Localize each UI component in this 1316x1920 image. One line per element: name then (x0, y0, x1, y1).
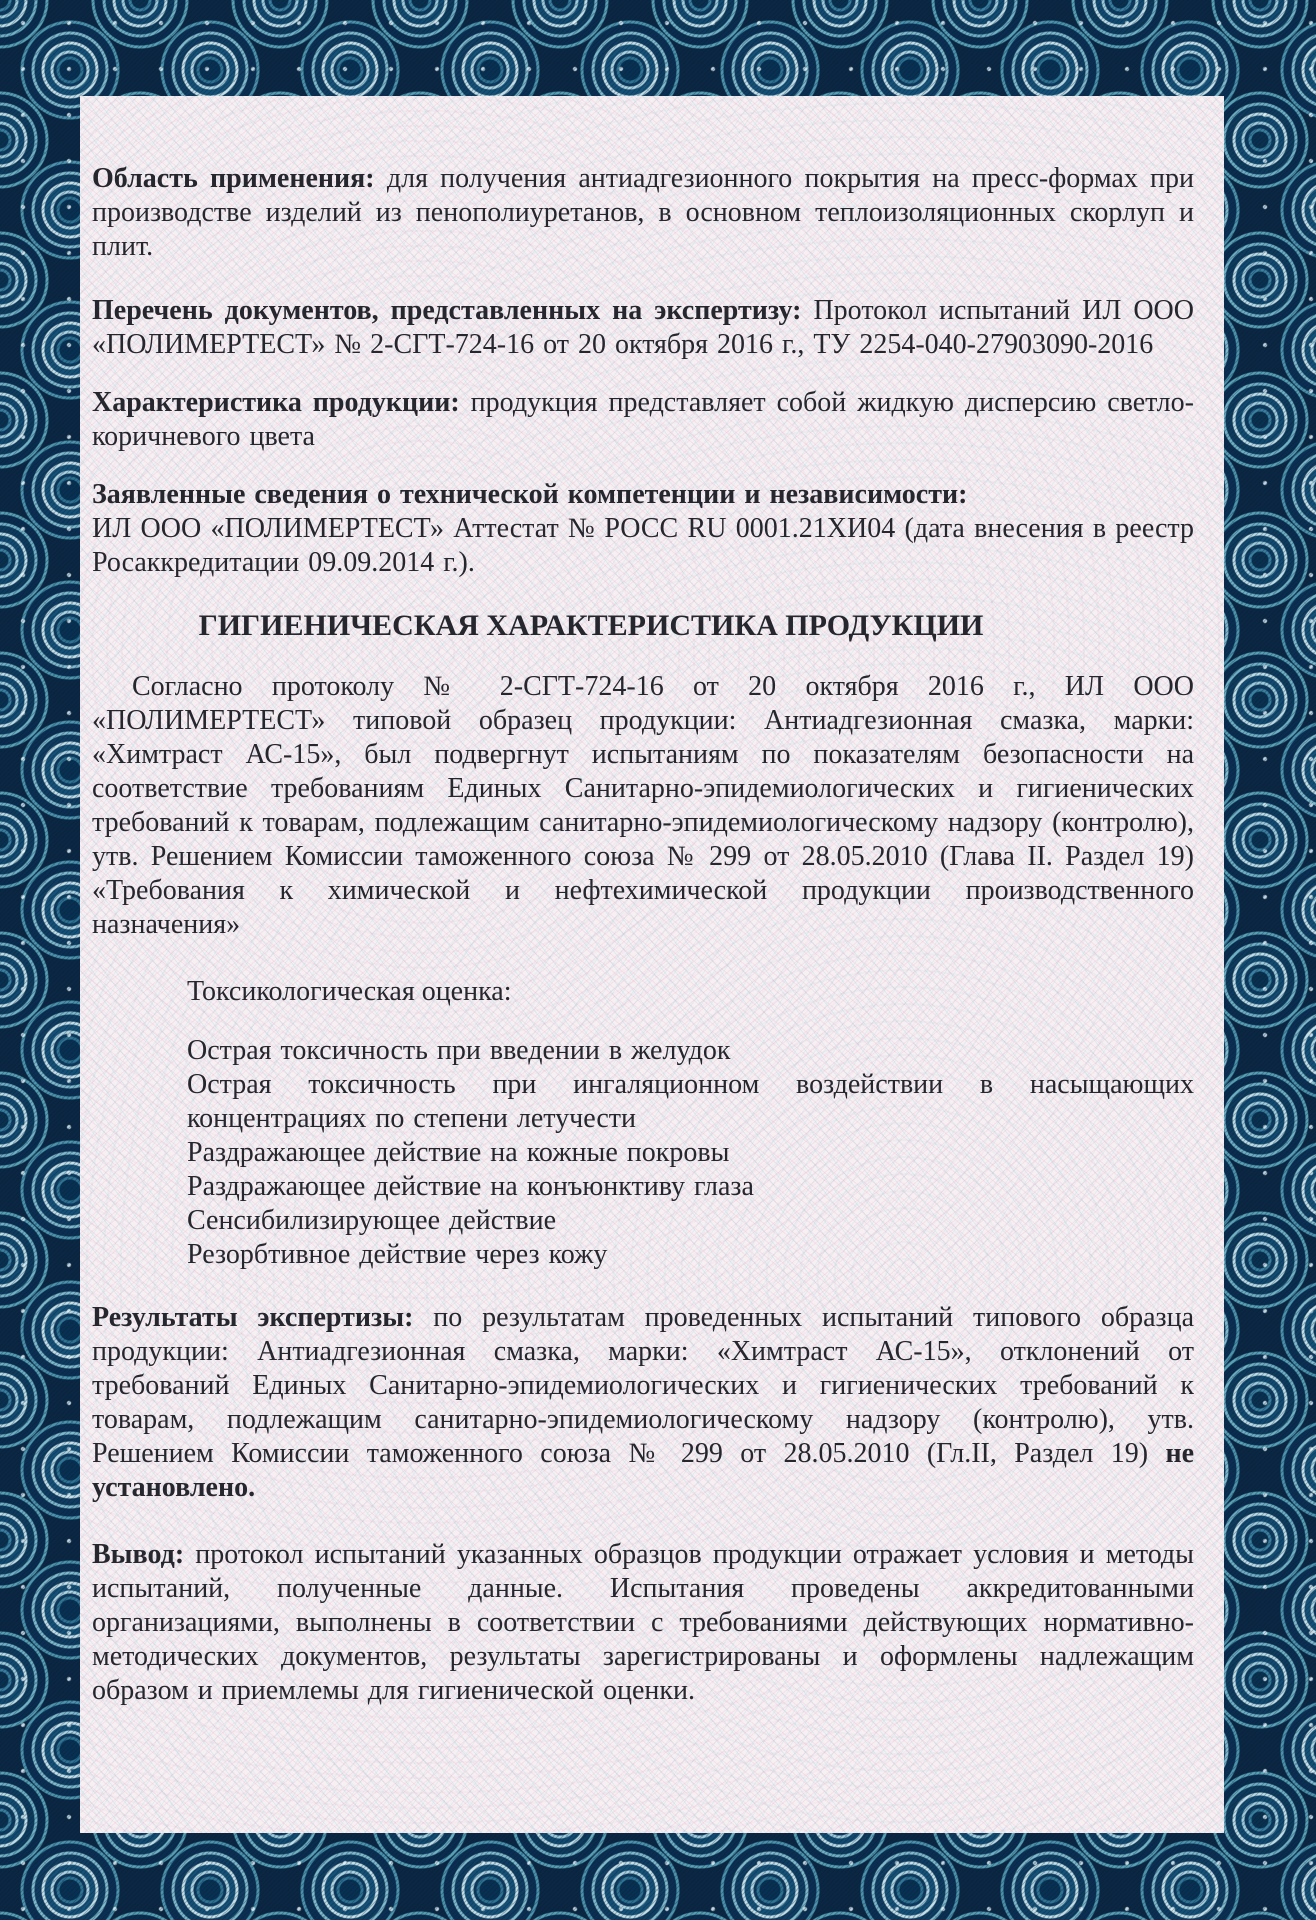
toxicology-item: Острая токсичность при введении в желудок (187, 1035, 731, 1066)
protocol-paragraph (92, 670, 1194, 942)
documents-section (92, 294, 1194, 362)
toxicology-title: Токсикологическая оценка: (187, 976, 512, 1007)
documents-label: Перечень документов, представленных на экспертизу: (92, 295, 802, 326)
toxicology-item: Раздражающее действие на конъюнктиву глаза (187, 1171, 754, 1202)
conclusion-section (92, 1538, 1194, 1708)
scope-text: для получения антиадгезионного покрытия на пресс-формах при производстве изделий из пенополиуретанов, в основном теплоизоляционных скорлуп и плит. (92, 163, 1194, 262)
toxicology-item: Сенсибилизирующее действие (187, 1205, 556, 1236)
certificate-page (80, 96, 1224, 1833)
main-heading: ГИГИЕНИЧЕСКАЯ ХАРАКТЕРИСТИКА ПРОДУКЦИИ (198, 609, 984, 642)
toxicology-block (92, 975, 1194, 1272)
conclusion-text: протокол испытаний указанных образцов продукции отражает условия и методы испытаний, полученные данные. Испытания проведены аккредитованными организациями, выполнены в соответствии с требованиями действующих нормативно-методических документов, результаты зарегистрированы и оформлены надлежащим образом и приемлемы для гигиенической оценки. (92, 1539, 1194, 1706)
results-label: Результаты экспертизы: (92, 1302, 414, 1333)
results-section (92, 1301, 1194, 1505)
product-characteristic-text: продукция представляет собой жидкую дисперсию светло- коричневого цвета (92, 387, 1194, 452)
toxicology-item: Раздражающее действие на кожные покровы (187, 1137, 730, 1168)
documents-text: Протокол испытаний ИЛ ООО «ПОЛИМЕРТЕСТ» № 2-СГТ-724-16 от 20 октября 2016 г., ТУ 2254-040-27903090-2016 (92, 295, 1194, 360)
results-text: по результатам проведенных испытаний типового образца продукции: Антиадгезионная смазка, марки: «Химтраст АС-15», отклонений от требований Единых Санитарно-эпидемиологических и гигиенических требований к товарам, подлежащим санитарно-эпидемиологическому надзору (контролю), утв. Решением Комиссии таможенного союза № 299 от 28.05.2010 (Гл.II, Раздел 19) (92, 1302, 1194, 1469)
toxicology-item: Резорбтивное действие через кожу (187, 1239, 608, 1270)
protocol-text: Согласно протоколу № 2-СГТ-724-16 от 20 октября 2016 г., ИЛ ООО «ПОЛИМЕРТЕСТ» типовой образец продукции: Антиадгезионная смазка, марки: «Химтраст АС-15», был подвергнут испытаниям по показателям безопасности на соответствие требованиям Единых Санитарно-эпидемиологических и гигиенических требований к товарам, подлежащим санитарно-эпидемиологическому надзору (контролю), утв. Решением Комиссии таможенного союза № 299 от 28.05.2010 (Глава II. Раздел 19) «Требования к химической и нефтехимической продукции производственного назначения» (92, 671, 1194, 940)
competence-text: ИЛ ООО «ПОЛИМЕРТЕСТ» Аттестат № РОСС RU 0001.21ХИ04 (дата внесения в реестр Росаккредитации 09.09.2014 г.). (92, 513, 1194, 578)
competence-label: Заявленные сведения о технической компетенции и независимости: (92, 479, 968, 510)
toxicology-item: Острая токсичность при ингаляционном воздействии в насыщающих концентрациях по степени летучести (187, 1069, 1194, 1134)
competence-section (92, 478, 1194, 580)
scope-section (92, 162, 1194, 264)
product-characteristic-label: Характеристика продукции: (92, 387, 460, 418)
scope-label: Область применения: (92, 163, 375, 194)
conclusion-label: Вывод: (92, 1539, 185, 1570)
results-verdict: не установлено. (92, 1438, 1194, 1503)
product-characteristic-section (92, 386, 1194, 454)
